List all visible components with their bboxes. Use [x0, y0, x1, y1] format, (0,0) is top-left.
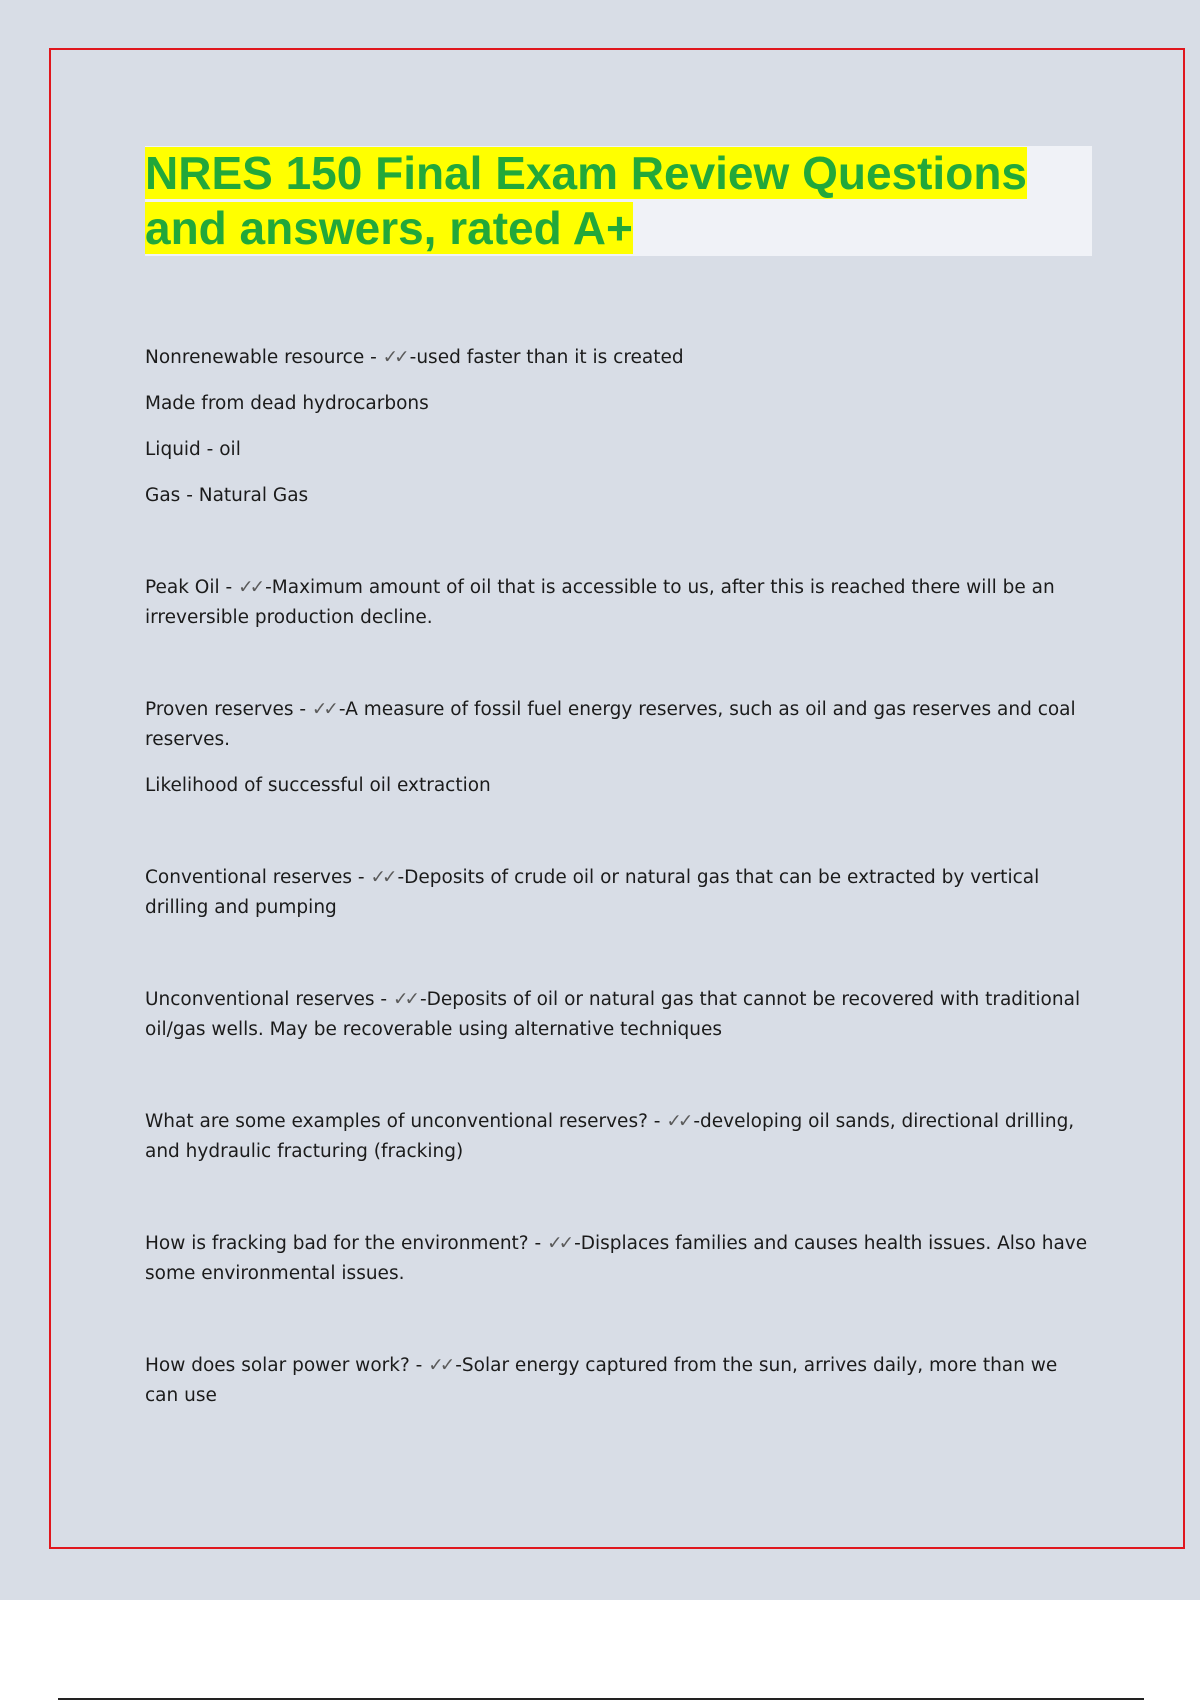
qa-term: Peak Oil - — [145, 577, 239, 598]
qa-term: Conventional reserves - — [145, 867, 371, 888]
qa-term: Proven reserves - — [145, 699, 312, 720]
qa-term: How does solar power work? - — [145, 1355, 429, 1376]
qa-entry — [145, 1351, 1095, 1411]
qa-term: Nonrenewable resource - — [145, 347, 383, 368]
qa-text: Gas - Natural Gas — [145, 485, 309, 506]
double-check-icon: ✓✓ — [392, 989, 416, 1010]
qa-answer: -developing oil sands, directional drilling, and hydraulic fracturing (fracking) — [145, 1111, 1075, 1162]
qa-answer: -Maximum amount of oil that is accessible to us, after this is reached there will be an irreversible production decline. — [145, 577, 1055, 628]
qa-line — [145, 389, 1095, 419]
qa-term: What are some examples of unconventional reserves? - — [145, 1111, 667, 1132]
qa-content — [145, 343, 1095, 1411]
title-block — [145, 146, 1092, 256]
double-check-icon: ✓✓ — [666, 1111, 690, 1132]
double-check-icon: ✓✓ — [311, 699, 335, 720]
qa-line — [145, 771, 1095, 801]
document-title — [145, 146, 1092, 256]
qa-entry — [145, 863, 1095, 923]
qa-entry — [145, 1229, 1095, 1289]
qa-entry — [145, 343, 1095, 373]
qa-line — [145, 481, 1095, 511]
qa-text: Made from dead hydrocarbons — [145, 393, 429, 414]
qa-entry — [145, 573, 1095, 633]
qa-term: Unconventional reserves - — [145, 989, 393, 1010]
qa-answer: -A measure of fossil fuel energy reserves, such as oil and gas reserves and coal reserves. — [145, 699, 1076, 750]
qa-answer: -used faster than it is created — [409, 347, 684, 368]
double-check-icon: ✓✓ — [382, 347, 406, 368]
qa-answer: -Deposits of oil or natural gas that cannot be recovered with traditional oil/gas wells. May be recoverable using alternative techniques — [145, 989, 1081, 1040]
title-line-1: NRES 150 Final Exam Review Questions — [145, 147, 1027, 199]
double-check-icon: ✓✓ — [238, 577, 262, 598]
double-check-icon: ✓✓ — [370, 867, 394, 888]
qa-entry — [145, 985, 1095, 1045]
qa-entry — [145, 695, 1095, 755]
qa-answer: -Deposits of crude oil or natural gas that can be extracted by vertical drilling and pumping — [145, 867, 1040, 918]
qa-line — [145, 435, 1095, 465]
qa-term: How is fracking bad for the environment? - — [145, 1233, 548, 1254]
qa-answer: -Solar energy captured from the sun, arrives daily, more than we can use — [145, 1355, 1058, 1406]
qa-answer: -Displaces families and causes health issues. Also have some environmental issues. — [145, 1233, 1088, 1284]
double-check-icon: ✓✓ — [428, 1355, 452, 1376]
qa-text: Likelihood of successful oil extraction — [145, 775, 491, 796]
title-line-2: and answers, rated A+ — [145, 202, 633, 254]
qa-entry — [145, 1107, 1095, 1167]
double-check-icon: ✓✓ — [547, 1233, 571, 1254]
qa-text: Liquid - oil — [145, 439, 241, 460]
